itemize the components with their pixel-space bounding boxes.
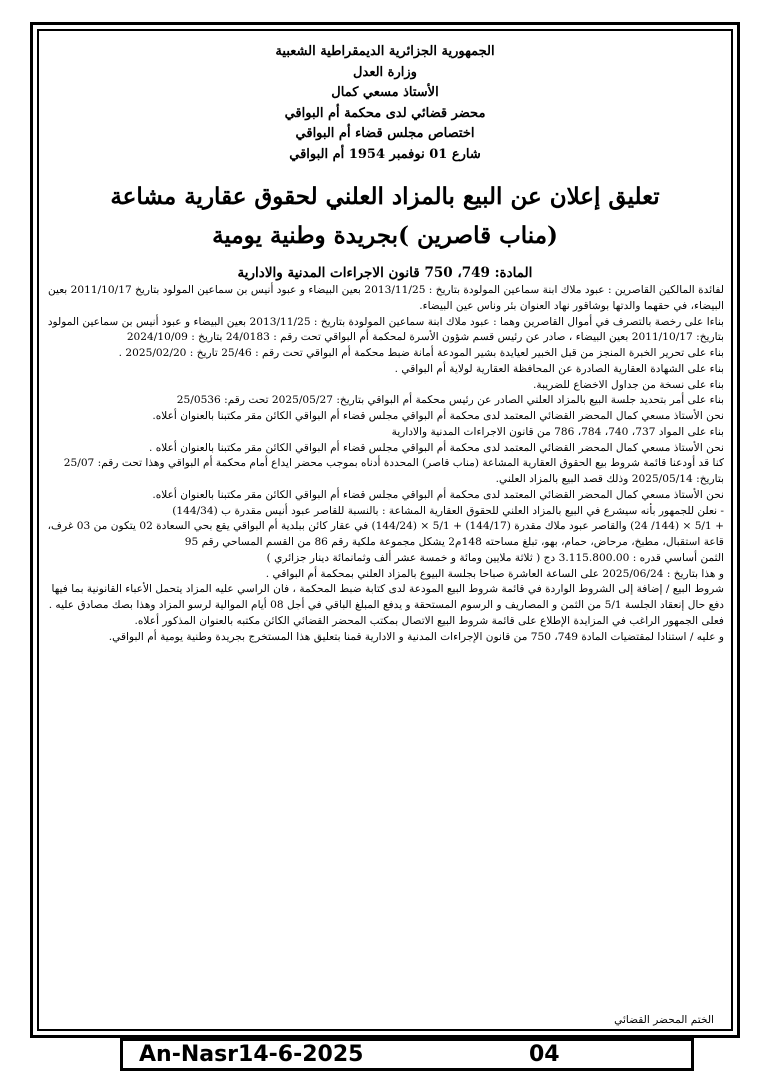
letterhead-address: شارع 01 نوفمبر 1954 أم البواقي (289, 146, 481, 162)
paragraph-articles: بناء على المواد 737، 740، 784، 786 من قانون الاجراءات المدنية والادارية (391, 425, 724, 438)
paragraph-announcement: - نعلن للجمهور بأنه سيشرع في البيع بالمزاد العلني للحقوق العقارية المشاعة : بالنسبة للقاصر عبود أنيس مقدرة ب (144/34) (172, 504, 724, 517)
letterhead-bailiff-name: الأستاذ مسعي كمال (331, 85, 439, 100)
notice-body (46, 283, 724, 645)
paragraph-authorization: بناءا على رخصة بالتصرف في أموال القاصرين وهما : عبود ملاك ابنة سماعين المولودة بتاريخ : 2013/11/25 بعين البيضاء و عبود أنيس بن سماعين المولود بتاريخ: 2011/10/17 بعين البيضاء ، صادر عن رئيس قسم شؤون الأسرة لمحكمة أم البواقي تحت رقم : 24/0183 بتاريخ : 2024/10/09 (47, 315, 724, 344)
paragraph-certificate: بناء على الشهادة العقارية الصادرة عن المحافظة العقارية لولاية أم البواقي . (394, 362, 724, 375)
notice-title (46, 177, 724, 255)
paragraph-order: بناء على أمر بتحديد جلسة البيع بالمزاد العلني الصادر عن رئيس محكمة أم البواقي بتاريخ: 2025/05/27 تحت رقم: 25/0536 (176, 394, 724, 407)
paragraph-tax: بناء على نسخة من جداول الاخضاع للضريبة. (533, 378, 724, 391)
paragraph-bailiff-2: نحن الأستاذ مسعي كمال المحضر القضائي المعتمد لدى محكمة أم البواقي مجلس قضاء أم البواقي الكائن مقر مكتبنا بالعنوان أعلاه . (148, 441, 724, 454)
newspaper-date: An-Nasr14-6-2025 (139, 1042, 364, 1067)
letterhead-republic: الجمهورية الجزائرية الديمقراطية الشعبية (275, 44, 495, 59)
paragraph-price: الثمن أساسي قدره : 3.115.800.00 دج ( ثلاثة ملايين ومائة و خمسة عشر ألف وثمانمائة دينار جزائري ) (266, 551, 724, 564)
newspaper-footer (120, 1038, 694, 1071)
signature-stamp: الختم المحضر القضائي (614, 1014, 714, 1026)
notice-content (46, 42, 724, 1027)
letterhead-jurisdiction: اختصاص مجلس قضاء أم البواقي (295, 126, 475, 141)
letterhead (46, 42, 724, 165)
notice-title-line-1: تعليق إعلان عن البيع بالمزاد العلني لحقوق عقارية مشاعة (110, 183, 660, 210)
paragraph-conditions: شروط البيع / إضافة إلى الشروط الواردة في قائمة شروط البيع المودعة لدى كتابة ضبط المحكمة ، فان الراسي عليه المزاد يتحمل الأعباء القانونية بما فيها دفع حال إنعقاد الجلسة 5/1 من الثمن و المصاريف و الرسوم المستحقة و يدفع المبلغ الباقي في أجل 08 أيام الموالية لرسو المزاد وهذا بصك مصادق عليه . (48, 583, 724, 611)
paragraph-bailiff-3: نحن الأستاذ مسعي كمال المحضر القضائي المعتمد لدى محكمة أم البواقي مجلس قضاء أم البواقي الكائن مقر مكتبنا بالعنوان أعلاه. (152, 488, 724, 501)
paragraph-expertise: بناء على تحرير الخبرة المنجز من قبل الخبير لعيايدة بشير المودعة أمانة ضبط محكمة أم البواقي تحت رقم : 25/46 تاريخ : 2025/02/20 . (118, 347, 724, 359)
paragraph-deposit: كنا قد أودعنا قائمة شروط بيع الحقوق العقارية المشاعة (مناب قاصر) المحددة أدناه بموجب محضر ايداع أمام محكمة أم البواقي وهذا تحت رقم: 25/07 بتاريخ: 2025/05/14 وذلك قصد البيع بالمزاد العلني. (63, 457, 724, 485)
letterhead-ministry: وزارة العدل (353, 64, 417, 80)
paragraph-public: فعلى الجمهور الراغب في المزايدة الإطلاع على قائمة شروط البيع الاتصال بمكتب المحضر القضائي الكائن مكتبه بالعنوان المذكور أعلاه. (134, 614, 724, 627)
legal-article: المادة: 749، 750 قانون الاجراءات المدنية والادارية (237, 265, 533, 281)
page-number: 04 (529, 1042, 560, 1067)
notice-title-line-2: (مناب قاصرين )بجريدة وطنية يومية (212, 222, 558, 249)
letterhead-court: محضر قضائي لدى محكمة أم البواقي (284, 105, 486, 121)
paragraph-closing: و عليه / استنادا لمقتضيات المادة 749، 750 من قانون الإجراءات المدنية و الادارية قمنا بتعليق هذا المستخرج بجريدة وطنية يومية أم البواقي. (108, 630, 724, 643)
paragraph-property: + 5/1 × (144/ 24) والقاصر عبود ملاك مقدرة (144/17) + 5/1 × (144/24) في عقار كائن ببلدية أم البواقي يقع بحي السعادة 02 يتكون من 03 غرف، قاعة استقبال، مطبخ، مرحاض، حمام، بهو، تبلغ مساحته 148م2 يشكل مجموعة ملكية رقم 86 من القسم المساحي رقم 95 (47, 520, 724, 548)
paragraph-bailiff-1: نحن الأستاذ مسعي كمال المحضر القضائي المعتمد لدى محكمة أم البواقي مجلس قضاء أم البواقي الكائن مقر مكتبنا بالعنوان أعلاه. (152, 410, 724, 422)
paragraph-date: و هذا بتاريخ : 2025/06/24 على الساعة العاشرة صباحا بجلسة البيوع بالمزاد العلني بمحكمة أم البواقي . (265, 567, 724, 580)
paragraph-beneficiaries: لفائدة المالكين القاصرين : عبود ملاك ابنة سماعين المولودة بتاريخ : 2013/11/25 بعين البيضاء و عبود أنيس بن سماعين المولود بتاريخ 2011/10/17 بعين البيضاء، في حقهما والدتها بوشاقور نهاد العنوان بئر وناس عين البيضاء. (47, 284, 724, 312)
